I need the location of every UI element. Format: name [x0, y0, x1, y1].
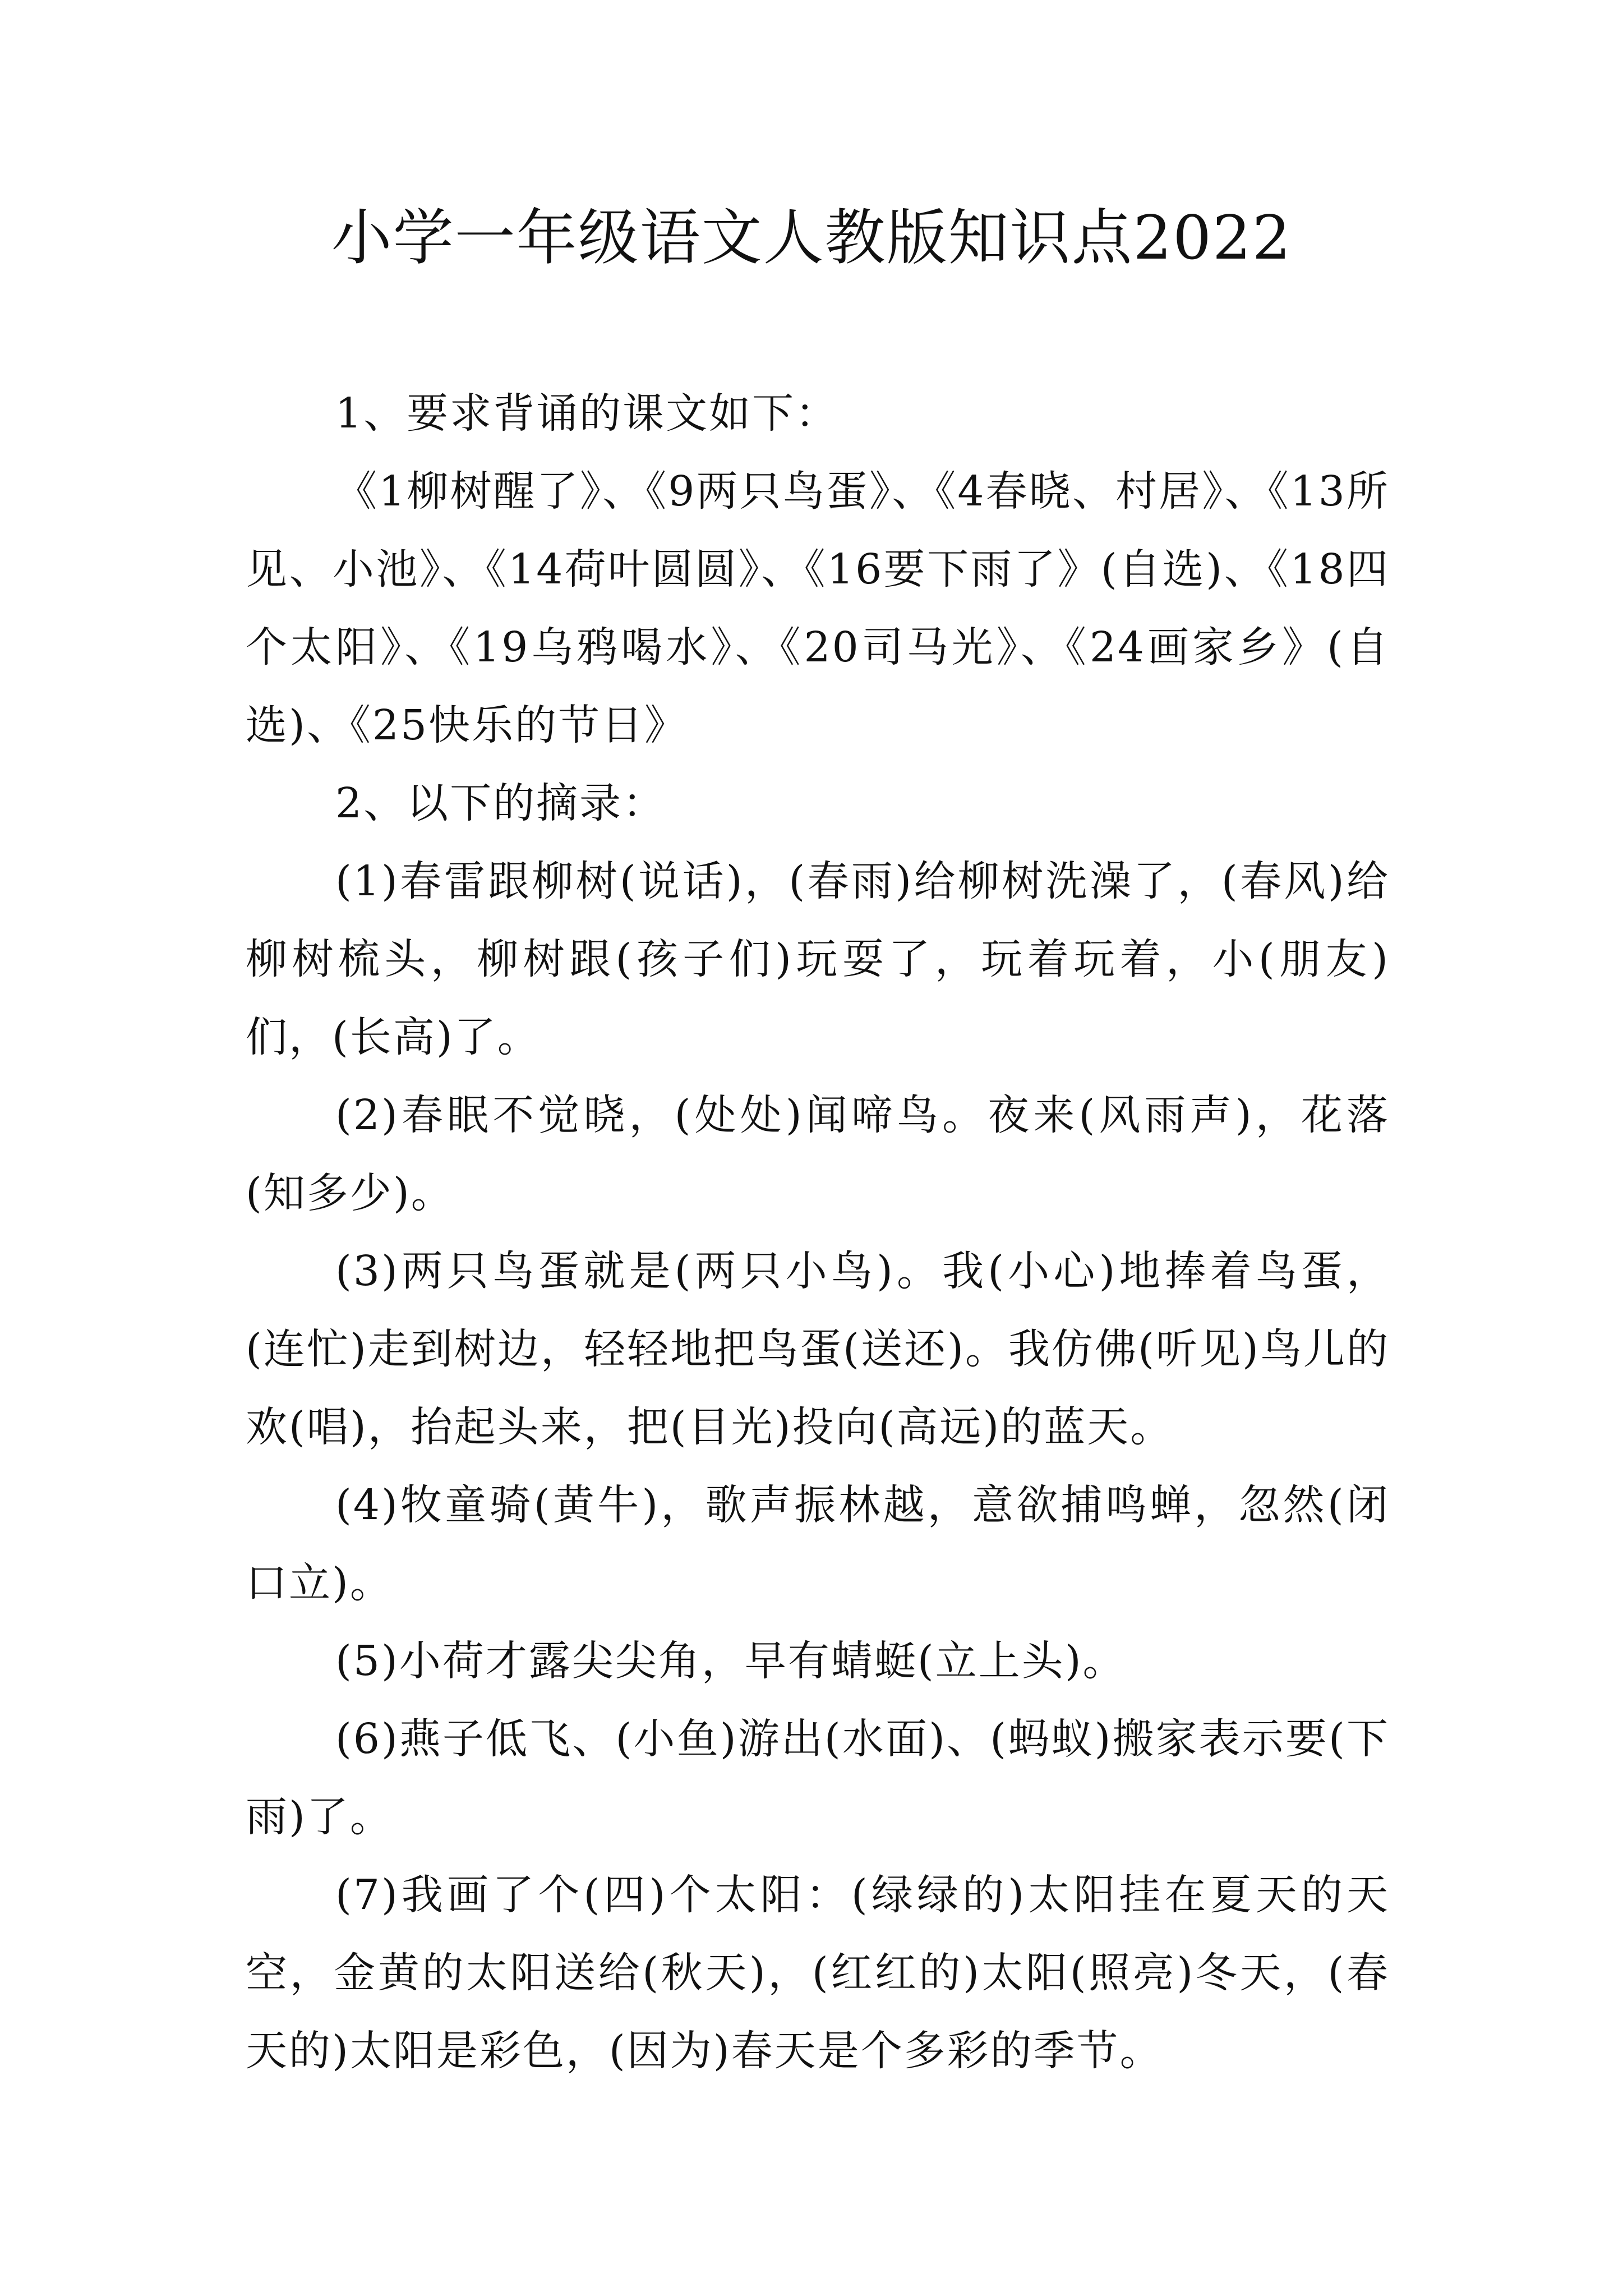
excerpt-item: (5)小荷才露尖尖角，早有蜻蜓(立上头)。 [335, 1637, 1126, 1685]
section-heading-recitation: 1、要求背诵的课文如下： [335, 389, 839, 438]
excerpt-item: (4)牧童骑(黄牛)，歌声振林越，意欲捕鸣蝉，忽然(闭口立)。 [246, 1481, 1390, 1607]
document-title: 小学一年级语文人教版知识点2022 [331, 203, 1292, 273]
section-heading-excerpts: 2、以下的摘录： [335, 779, 666, 827]
excerpt-item: (6)燕子低飞、(小鱼)游出(水面)、(蚂蚁)搬家表示要(下雨)了。 [246, 1715, 1390, 1841]
recitation-list: 《1柳树醒了》、《9两只鸟蛋》、《4春晓、村居》、《13所见、小池》、《14荷叶圆圆》、《16要下雨了》(自选)、《18四个太阳》、《19乌鸦喝水》、《20司马光》、《24画家乡》(自选)、《25快乐的节日》 [246, 467, 1390, 749]
excerpt-item: (3)两只鸟蛋就是(两只小鸟)。我(小心)地捧着鸟蛋，(连忙)走到树边，轻轻地把鸟蛋(送还)。我仿佛(听见)鸟儿的欢(唱)，抬起头来，把(目光)投向(高远)的蓝天。 [246, 1247, 1390, 1451]
excerpt-item: (7)我画了个(四)个太阳：(绿绿的)太阳挂在夏天的天空，金黄的太阳送给(秋天)，(红红的)太阳(照亮)冬天，(春天的)太阳是彩色，(因为)春天是个多彩的季节。 [246, 1871, 1390, 2075]
excerpt-item: (2)春眠不觉晓，(处处)闻啼鸟。夜来(风雨声)，花落(知多少)。 [246, 1091, 1390, 1217]
excerpt-item: (1)春雷跟柳树(说话)，(春雨)给柳树洗澡了，(春风)给柳树梳头，柳树跟(孩子们)玩耍了，玩着玩着，小(朋友)们，(长高)了。 [246, 857, 1390, 1061]
document-body [246, 375, 1390, 2090]
